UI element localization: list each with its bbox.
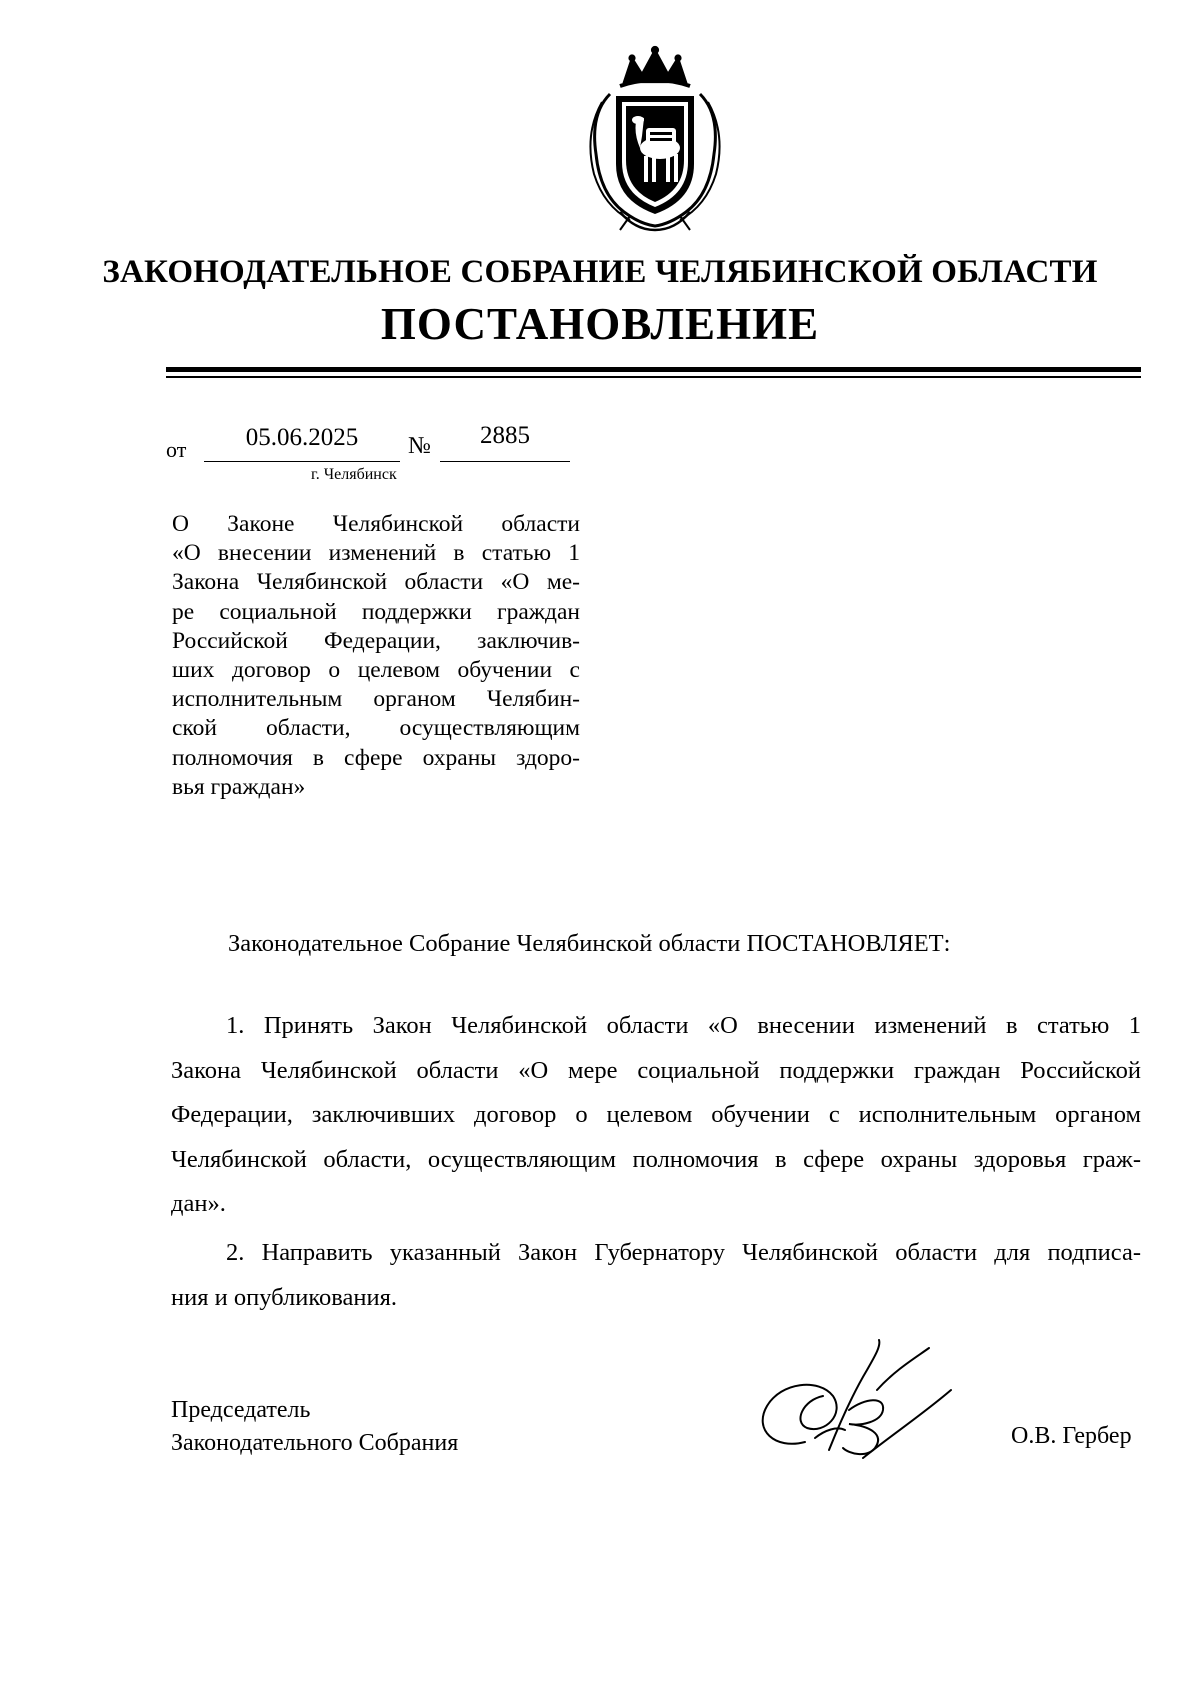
- signatory-title: [171, 1394, 458, 1460]
- item-line: 2. Направить указанный Закон Губернатору Челябинской области для подписа-: [226, 1239, 1141, 1266]
- header-rule-thick: [166, 367, 1141, 372]
- subject-line: полномочия в сфере охраны здоро-: [172, 744, 580, 771]
- date-underline: [204, 461, 400, 462]
- resolution-item-1: [171, 1004, 1141, 1227]
- subject-line: «О внесении изменений в статью 1: [172, 540, 580, 567]
- subject-line: ре социальной поддержки граждан: [172, 598, 580, 625]
- subject-line: Российской Федерации, заключив-: [172, 627, 580, 654]
- item-line: дан».: [171, 1190, 226, 1217]
- subject-line: исполнительным органом Челябин-: [172, 686, 580, 713]
- resolves-statement: Законодательное Собрание Челябинской области ПОСТАНОВЛЯЕТ:: [228, 930, 951, 957]
- subject-line: Закона Челябинской области «О ме-: [172, 569, 580, 596]
- item-line: 1. Принять Закон Челябинской области «О внесении изменений в статью 1: [226, 1012, 1141, 1039]
- subject-line: О Законе Челябинской области: [172, 511, 580, 537]
- item-line: Федерации, заключивших договор о целевом обучении с исполнительным органом: [171, 1101, 1141, 1128]
- coat-of-arms-emblem: [580, 44, 730, 234]
- subject-line: ших договор о целевом обучении с: [172, 657, 580, 684]
- item-line: ния и опубликования.: [171, 1283, 397, 1311]
- number-underline: [440, 461, 570, 462]
- number-label: №: [408, 433, 431, 459]
- signatory-title-line: Законодательного Собрания: [171, 1430, 459, 1456]
- item-line: Челябинской области, осуществляющим полномочия в сфере охраны здоровья граж-: [171, 1145, 1141, 1173]
- subject-line: вья граждан»: [172, 773, 306, 800]
- organization-title: ЗАКОНОДАТЕЛЬНОЕ СОБРАНИЕ ЧЕЛЯБИНСКОЙ ОБЛАСТИ: [102, 254, 1098, 290]
- document-type-title: ПОСТАНОВЛЕНИЕ: [380, 299, 820, 349]
- document-date: 05.06.2025: [245, 424, 359, 451]
- resolution-item-2: [171, 1231, 1141, 1320]
- city-label: г. Челябинск: [311, 466, 397, 483]
- document-number: 2885: [480, 422, 530, 449]
- header-rule-thin: [166, 376, 1141, 378]
- signatory-name: О.В. Гербер: [1011, 1423, 1132, 1449]
- handwritten-signature: [745, 1330, 975, 1480]
- date-prefix-label: от: [166, 437, 187, 462]
- signatory-title-line: Председатель: [171, 1397, 311, 1423]
- item-line: Закона Челябинской области «О мере социальной поддержки граждан Российской: [171, 1056, 1141, 1084]
- subject-line: ской области, осуществляющим: [172, 715, 580, 742]
- document-subject: [172, 510, 580, 802]
